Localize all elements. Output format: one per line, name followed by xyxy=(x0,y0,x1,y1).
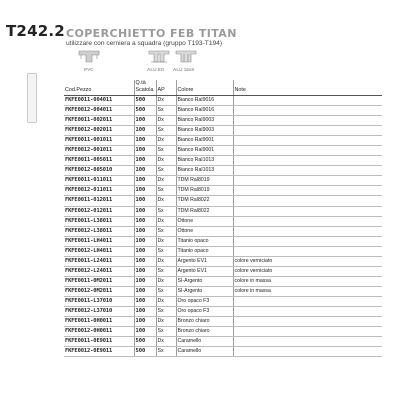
cell-color: Ottone xyxy=(176,216,233,226)
cell-ap: Sx xyxy=(156,106,176,116)
cell-code: FKFE0011-0H0011 xyxy=(64,317,134,327)
cell-qty: 100 xyxy=(134,256,156,266)
cell-code: FKFE0012-0E9011 xyxy=(64,347,134,357)
table-row xyxy=(64,296,382,306)
cell-ap: Sx xyxy=(156,226,176,236)
alu-eg-label: ALU EG xyxy=(147,67,165,72)
product-code-label: T242.2 xyxy=(6,22,65,40)
cell-color: SI-Argento xyxy=(176,276,233,286)
cell-ap: Sx xyxy=(156,306,176,316)
table-row xyxy=(64,306,382,316)
cell-code: FKFE0012-002011 xyxy=(64,126,134,136)
cell-code: FKFE0011-0E9011 xyxy=(64,337,134,347)
table-row xyxy=(64,236,382,246)
table-row xyxy=(64,196,382,206)
cell-color: Ottone xyxy=(176,226,233,236)
cell-qty: 100 xyxy=(134,186,156,196)
cell-notes xyxy=(233,317,382,327)
table-row xyxy=(64,266,382,276)
table-row xyxy=(64,166,382,176)
table-row xyxy=(64,276,382,286)
cell-ap: Sx xyxy=(156,186,176,196)
cell-notes xyxy=(233,337,382,347)
column-header-ap: AP xyxy=(156,80,176,96)
cell-qty: 100 xyxy=(134,226,156,236)
cell-notes xyxy=(233,96,382,106)
cell-ap: Dx xyxy=(156,337,176,347)
cell-color: TDM Ral8022 xyxy=(176,206,233,216)
cell-notes xyxy=(233,347,382,357)
cell-color: SI-Argento xyxy=(176,286,233,296)
cell-notes xyxy=(233,166,382,176)
cell-color: Bianco Ral9016 xyxy=(176,106,233,116)
table-row xyxy=(64,347,382,357)
cell-notes xyxy=(233,176,382,186)
cell-code: FKFE0012-0H0011 xyxy=(64,327,134,337)
pvc-label: PVC xyxy=(84,67,94,72)
cell-code: FKFE0012-0M2011 xyxy=(64,286,134,296)
cell-ap: Dx xyxy=(156,296,176,306)
cell-qty: 500 xyxy=(134,337,156,347)
cell-notes: colore in massa xyxy=(233,286,382,296)
cell-ap: Dx xyxy=(156,176,176,186)
cell-qty: 500 xyxy=(134,347,156,357)
cell-ap: Dx xyxy=(156,156,176,166)
cell-color: Caramello xyxy=(176,337,233,347)
cell-notes xyxy=(233,246,382,256)
cell-qty: 100 xyxy=(134,296,156,306)
table-header-row xyxy=(64,80,382,96)
cell-color: Bianco Ral1013 xyxy=(176,156,233,166)
cell-notes xyxy=(233,226,382,236)
cell-qty: 100 xyxy=(134,146,156,156)
cell-color: Titanio opaco xyxy=(176,236,233,246)
cell-code: FKFE0011-L38011 xyxy=(64,216,134,226)
column-header-qty: Q.tà Scatola xyxy=(134,80,156,96)
table-row xyxy=(64,116,382,126)
cell-code: FKFE0011-L37010 xyxy=(64,296,134,306)
cell-code: FKFE0012-012011 xyxy=(64,206,134,216)
cell-color: Bronzo chiaro xyxy=(176,327,233,337)
cell-color: Bianco Ral9016 xyxy=(176,96,233,106)
cell-notes xyxy=(233,206,382,216)
cell-qty: 500 xyxy=(134,96,156,106)
cell-notes: colore verniciato xyxy=(233,256,382,266)
cell-qty: 100 xyxy=(134,246,156,256)
table-row xyxy=(64,96,382,106)
cell-color: Caramello xyxy=(176,347,233,357)
cell-color: Bianco Ral9001 xyxy=(176,146,233,156)
cell-qty: 100 xyxy=(134,327,156,337)
cell-color: Bianco Ral9003 xyxy=(176,116,233,126)
cell-notes xyxy=(233,146,382,156)
cell-ap: Sx xyxy=(156,266,176,276)
cell-notes xyxy=(233,327,382,337)
cell-notes xyxy=(233,196,382,206)
table-row xyxy=(64,256,382,266)
cell-code: FKFE0011-001011 xyxy=(64,136,134,146)
cover-cap-picture xyxy=(27,73,37,123)
cell-ap: Sx xyxy=(156,347,176,357)
table-row xyxy=(64,146,382,156)
alu-eg-profile-icon xyxy=(148,50,170,66)
table-row xyxy=(64,126,382,136)
table-row xyxy=(64,136,382,146)
parts-table xyxy=(64,80,382,357)
cell-ap: Sx xyxy=(156,246,176,256)
cell-ap: Dx xyxy=(156,236,176,246)
cell-color: Argento EV1 xyxy=(176,256,233,266)
cell-code: FKFE0011-L24011 xyxy=(64,256,134,266)
product-subtitle: utilizzare con cerniera a squadra (gruppo T193-T194) xyxy=(66,40,223,47)
table-row xyxy=(64,327,382,337)
cell-qty: 100 xyxy=(134,116,156,126)
product-title: COPERCHIETTO FEB TITAN xyxy=(66,27,237,40)
cell-code: FKFE0011-LH4011 xyxy=(64,236,134,246)
cell-qty: 500 xyxy=(134,106,156,116)
column-header-notes: Note xyxy=(233,80,382,96)
cell-code: FKFE0011-004011 xyxy=(64,96,134,106)
column-header-code: Cod.Pezzo xyxy=(64,80,134,96)
cell-notes xyxy=(233,236,382,246)
cell-ap: Dx xyxy=(156,276,176,286)
cell-color: TDM Ral8022 xyxy=(176,196,233,206)
table-row xyxy=(64,286,382,296)
cell-code: FKFE0012-011011 xyxy=(64,186,134,196)
cell-code: FKFE0012-L24011 xyxy=(64,266,134,276)
pvc-profile-icon xyxy=(78,50,100,66)
cell-notes xyxy=(233,186,382,196)
cell-notes xyxy=(233,106,382,116)
cell-ap: Dx xyxy=(156,136,176,146)
alu-16x9-label: ALU 16x9 xyxy=(173,67,194,72)
cell-ap: Sx xyxy=(156,166,176,176)
table-row xyxy=(64,186,382,196)
cell-code: FKFE0012-001011 xyxy=(64,146,134,156)
cell-qty: 100 xyxy=(134,206,156,216)
table-row xyxy=(64,206,382,216)
cell-notes xyxy=(233,116,382,126)
cell-ap: Sx xyxy=(156,146,176,156)
column-header-color: Colore xyxy=(176,80,233,96)
cell-code: FKFE0012-004011 xyxy=(64,106,134,116)
alu-16x9-profile-icon xyxy=(175,50,197,66)
table-row xyxy=(64,226,382,236)
cell-qty: 100 xyxy=(134,196,156,206)
cell-color: TDM Ral8019 xyxy=(176,186,233,196)
cell-qty: 100 xyxy=(134,236,156,246)
cell-qty: 100 xyxy=(134,156,156,166)
cell-qty: 100 xyxy=(134,266,156,276)
table-row xyxy=(64,246,382,256)
cell-code: FKFE0011-002011 xyxy=(64,116,134,126)
table-row xyxy=(64,156,382,166)
table-row xyxy=(64,106,382,116)
table-row xyxy=(64,337,382,347)
cell-qty: 100 xyxy=(134,126,156,136)
cell-color: Argento EV1 xyxy=(176,266,233,276)
cell-code: FKFE0012-L37010 xyxy=(64,306,134,316)
cell-color: TDM Ral8019 xyxy=(176,176,233,186)
table-row xyxy=(64,317,382,327)
cell-color: Bianco Ral1013 xyxy=(176,166,233,176)
cell-code: FKFE0012-LH4011 xyxy=(64,246,134,256)
cell-notes xyxy=(233,136,382,146)
cell-qty: 100 xyxy=(134,176,156,186)
cell-notes xyxy=(233,306,382,316)
cell-code: FKFE0011-012011 xyxy=(64,196,134,206)
cell-color: Bianco Ral9001 xyxy=(176,136,233,146)
cell-ap: Sx xyxy=(156,206,176,216)
table-row xyxy=(64,176,382,186)
cell-color: Titanio opaco xyxy=(176,246,233,256)
cell-qty: 100 xyxy=(134,136,156,146)
cell-qty: 100 xyxy=(134,286,156,296)
cell-code: FKFE0011-011011 xyxy=(64,176,134,186)
table-row xyxy=(64,216,382,226)
cell-ap: Dx xyxy=(156,256,176,266)
cell-color: Oro opaco F3 xyxy=(176,306,233,316)
cell-ap: Dx xyxy=(156,216,176,226)
cell-notes xyxy=(233,296,382,306)
cell-ap: Dx xyxy=(156,96,176,106)
cell-code: FKFE0011-0M2011 xyxy=(64,276,134,286)
cell-notes: colore in massa xyxy=(233,276,382,286)
cell-color: Bronzo chiaro xyxy=(176,317,233,327)
cell-ap: Sx xyxy=(156,286,176,296)
cell-code: FKFE0012-005010 xyxy=(64,166,134,176)
cell-notes xyxy=(233,126,382,136)
cell-qty: 100 xyxy=(134,276,156,286)
cell-color: Oro opaco F3 xyxy=(176,296,233,306)
cell-ap: Dx xyxy=(156,196,176,206)
cell-ap: Sx xyxy=(156,126,176,136)
cell-notes xyxy=(233,156,382,166)
cell-color: Bianco Ral9003 xyxy=(176,126,233,136)
cell-ap: Sx xyxy=(156,327,176,337)
cell-qty: 100 xyxy=(134,216,156,226)
cell-ap: Dx xyxy=(156,116,176,126)
cell-qty: 100 xyxy=(134,317,156,327)
cell-code: FKFE0011-005011 xyxy=(64,156,134,166)
cell-notes: colore verniciato xyxy=(233,266,382,276)
cell-notes xyxy=(233,216,382,226)
cell-code: FKFE0012-L38011 xyxy=(64,226,134,236)
cell-qty: 100 xyxy=(134,166,156,176)
cell-qty: 100 xyxy=(134,306,156,316)
cell-ap: Dx xyxy=(156,317,176,327)
